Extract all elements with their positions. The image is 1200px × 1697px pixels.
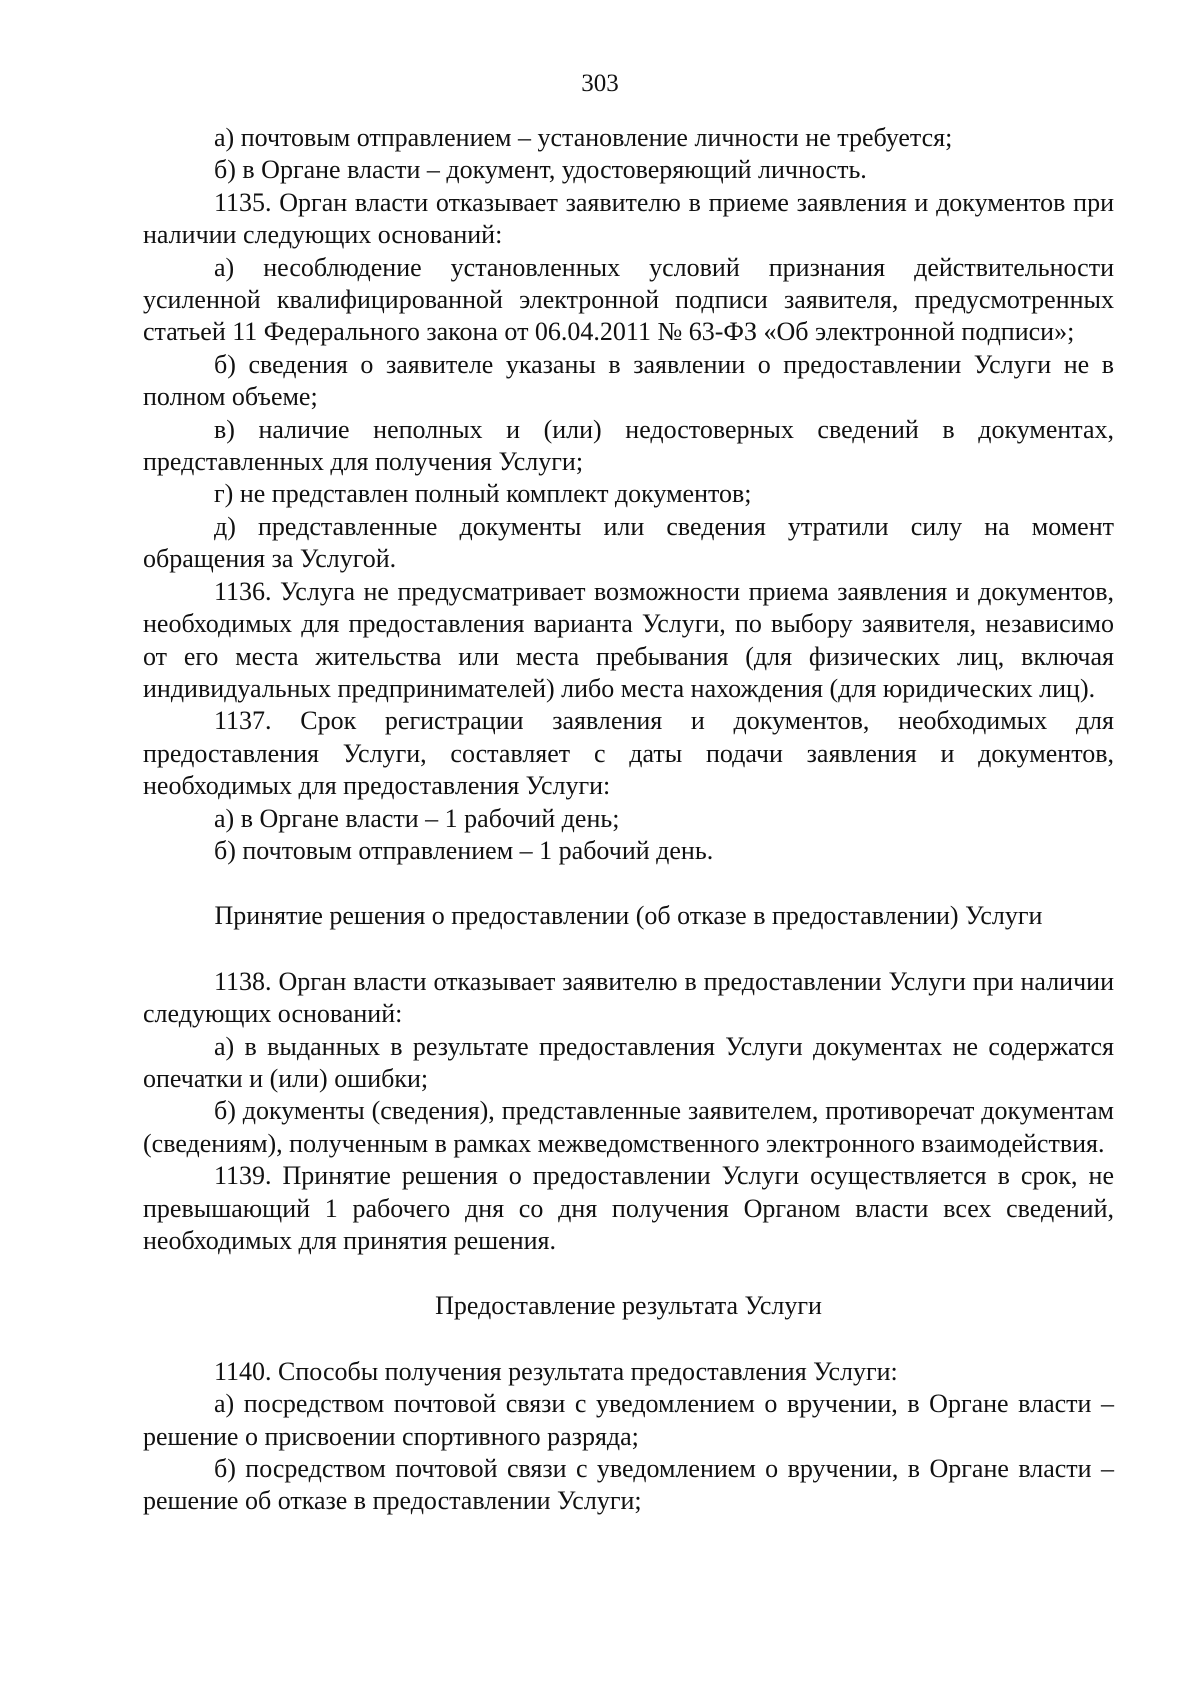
paragraph-1135: 1135. Орган власти отказывает заявителю в приеме заявления и документов при наличии следующих оснований: [143,187,1114,250]
page-number: 303 [581,70,619,97]
paragraph-1140a: а) посредством почтовой связи с уведомлением о вручении, в Органе власти – решение о присвоении спортивного разряда; [143,1389,1114,1451]
paragraph-1137a: а) в Органе власти – 1 рабочий день; [214,803,620,833]
paragraph-1135g: г) не представлен полный комплект документов; [214,479,752,509]
paragraph-1138: 1138. Орган власти отказывает заявителю в предоставлении Услуги при наличии следующих оснований: [143,966,1114,1029]
section-heading-decision: Принятие решения о предоставлении (об отказе в предоставлении) Услуги [214,901,1043,931]
paragraph-1136: 1136. Услуга не предусматривает возможности приема заявления и документов, необходимых для предоставления варианта Услуги, по выбору заявителя, независимо от его места жительства или места пребывания (для физических лиц, включая индивидуальных предпринимателей) либо места нахождения (для юридических лиц). [143,576,1114,703]
paragraph-1137: 1137. Срок регистрации заявления и документов, необходимых для предоставления Услуги, составляет с даты подачи заявления и документов, необходимых для предоставления Услуги: [143,706,1114,801]
paragraph-1135d: д) представленные документы или сведения утратили силу на момент обращения за Услугой. [143,511,1114,574]
paragraph-1137b: б) почтовым отправлением – 1 рабочий день. [214,835,714,865]
paragraph-1135a: а) несоблюдение установленных условий признания действительности усиленной квалифицированной электронной подписи заявителя, предусмотренных статьей 11 Федерального закона от 06.04.2011 № 63-ФЗ «Об электронной подписи»; [143,252,1114,347]
paragraph-1138a: а) в выданных в результате предоставления Услуги документах не содержатся опечатки и (или) ошибки; [143,1031,1114,1093]
paragraph-1135v: в) наличие неполных и (или) недостоверных сведений в документах, представленных для получения Услуги; [143,414,1114,477]
paragraph-1134b: б) в Органе власти – документ, удостоверяющий личность. [214,155,867,185]
paragraph-1135b: б) сведения о заявителе указаны в заявлении о предоставлении Услуги не в полном объеме; [143,349,1114,412]
paragraph-1140: 1140. Способы получения результата предоставления Услуги: [214,1356,898,1386]
paragraph-1138b: б) документы (сведения), представленные заявителем, противоречат документам (сведениям), полученным в рамках межведомственного электронного взаимодействия. [143,1096,1114,1158]
paragraph-1134a: а) почтовым отправлением – установление личности не требуется; [214,123,953,152]
paragraph-1139: 1139. Принятие решения о предоставлении Услуги осуществляется в срок, не превышающий 1 рабочего дня со дня получения Органом власти всех сведений, необходимых для принятия решения. [143,1161,1114,1255]
paragraph-1140b: б) посредством почтовой связи с уведомлением о вручении, в Органе власти – решение об отказе в предоставлении Услуги; [143,1454,1114,1516]
document-body [143,122,1114,1518]
section-heading-result: Предоставление результата Услуги [435,1291,822,1321]
